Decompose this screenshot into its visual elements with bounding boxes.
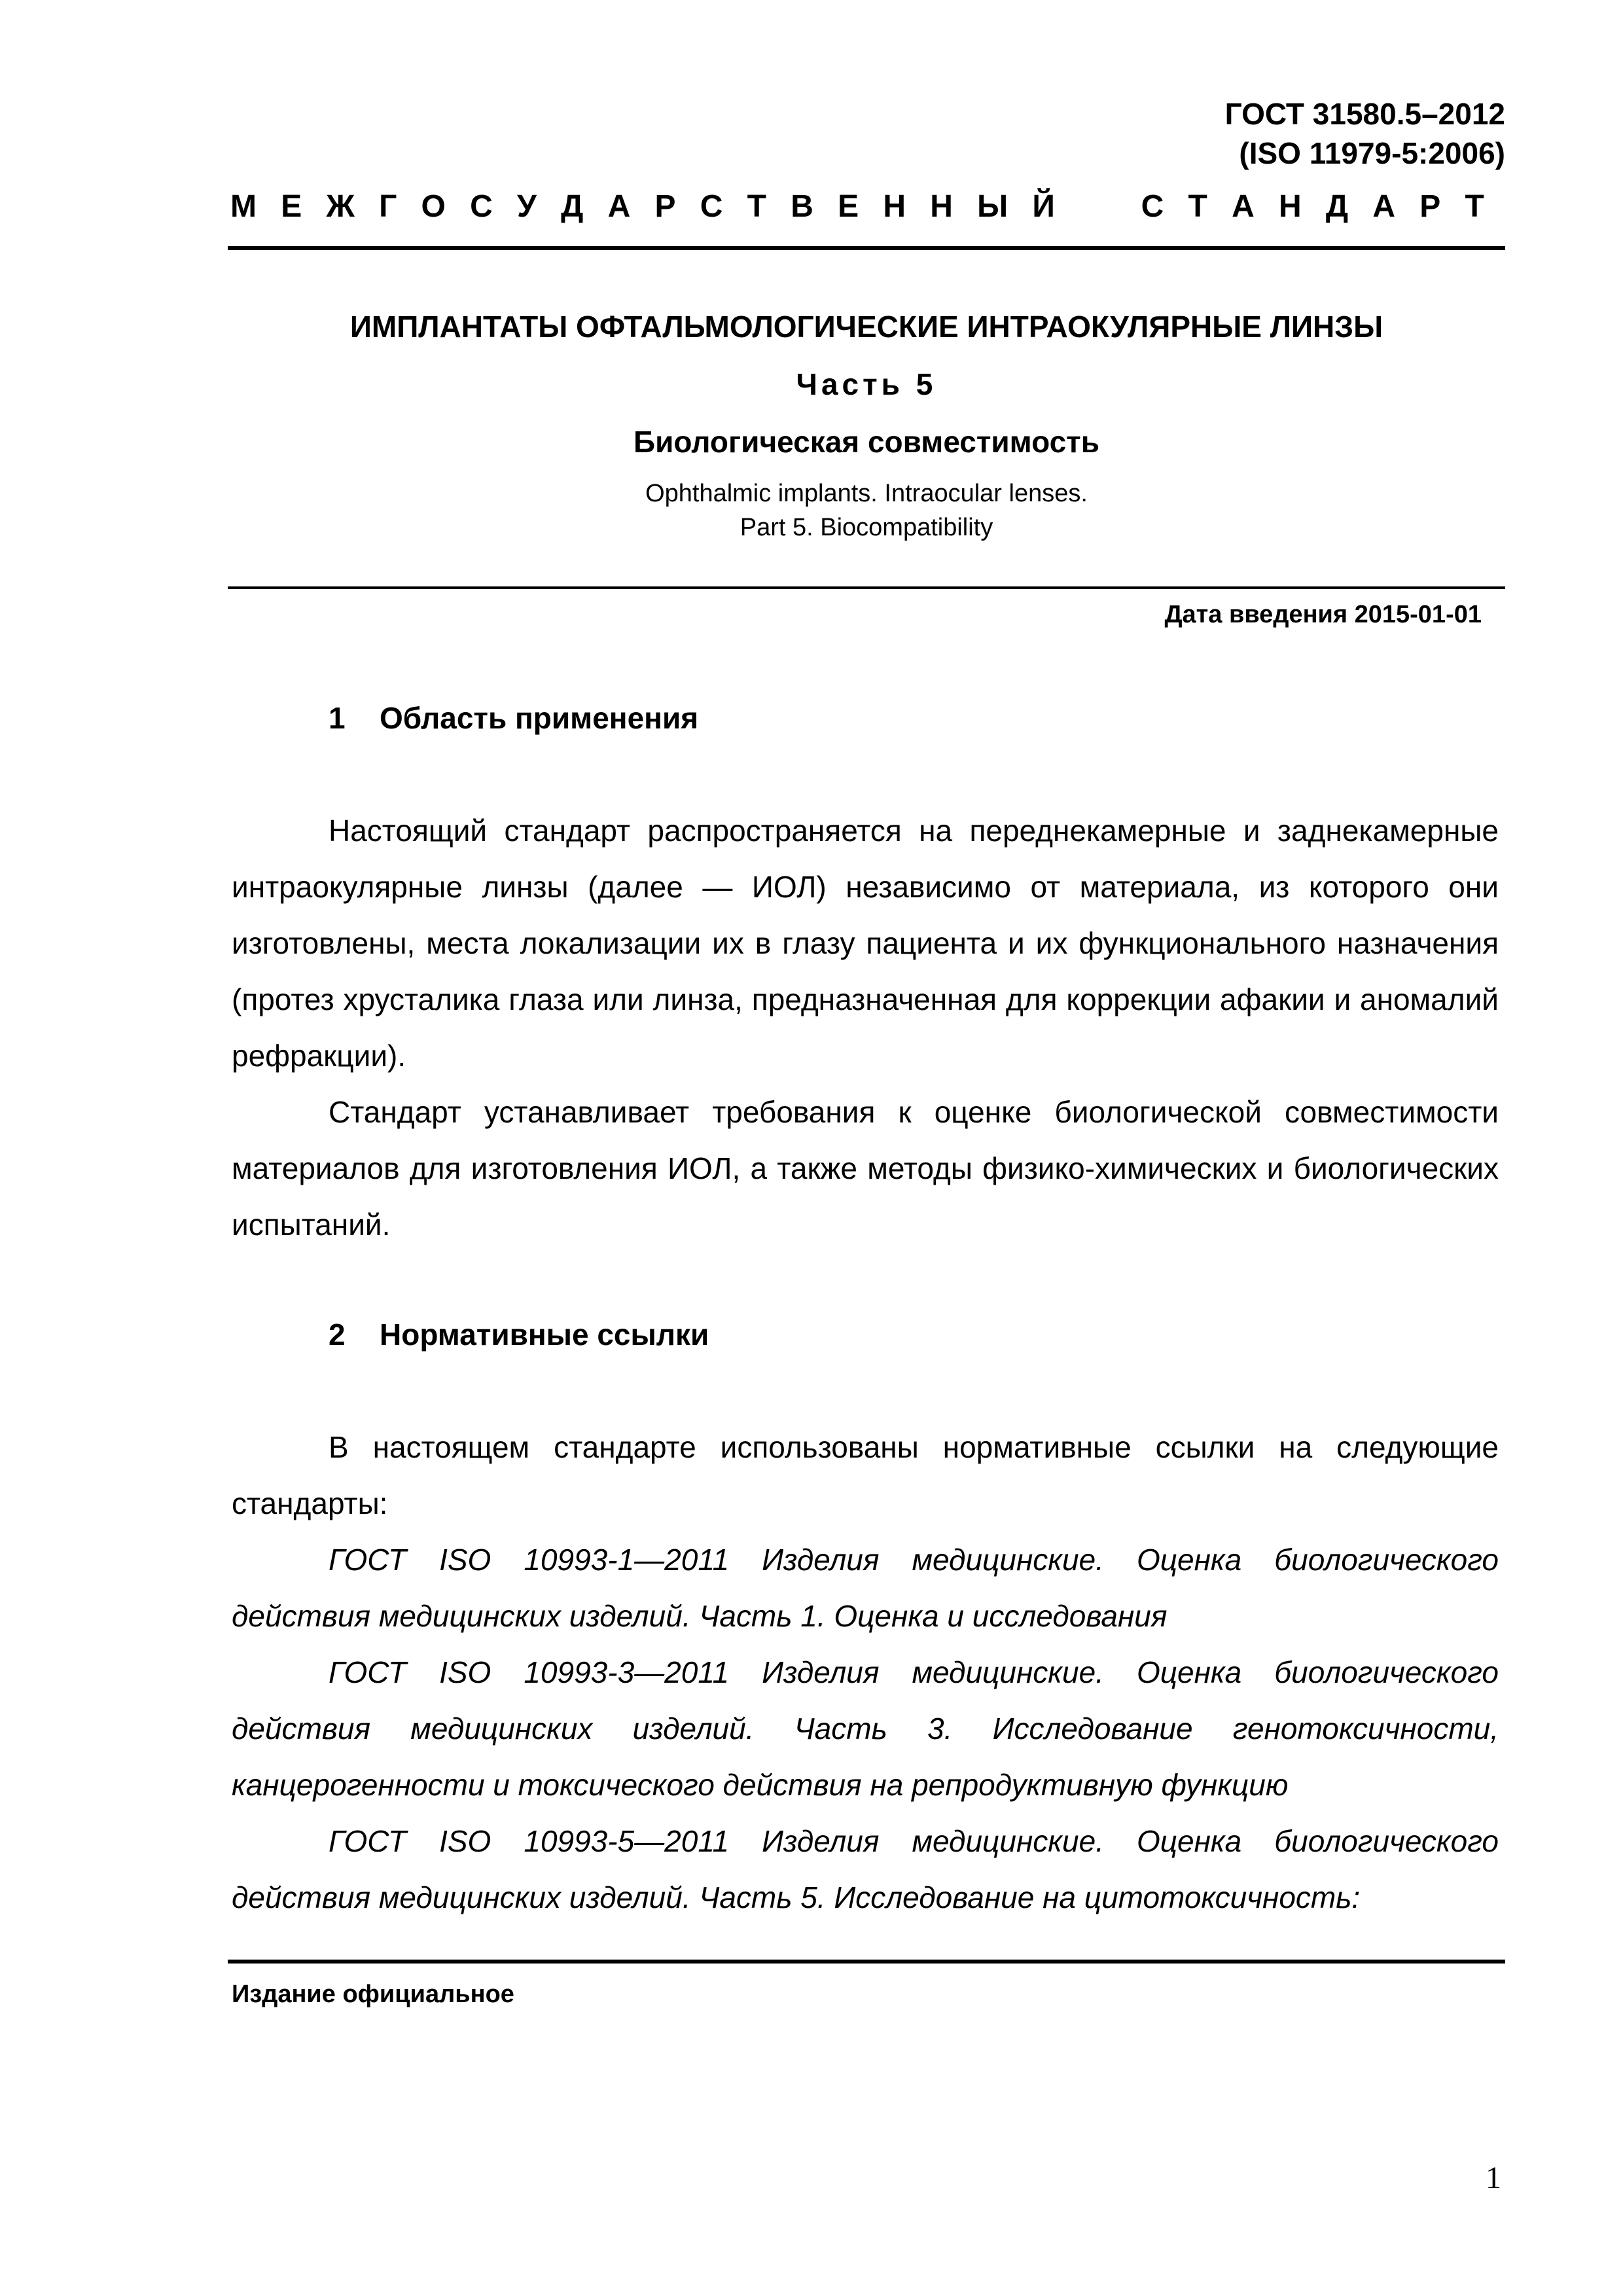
standard-type-letter: У [517,189,537,224]
part-number: Часть 5 [796,367,937,401]
reference-item: ГОСТ ISO 10993-1—2011 Изделия медицинские. Оценка биологического действия медицинских изделий. Часть 1. Оценка и исследования [232,1543,1499,1633]
official-edition-label: Издание официальное [232,1981,514,2008]
standard-type-letter: Р [1419,189,1441,224]
paragraph: Настоящий стандарт распространяется на переднекамерные и заднекамерные интраокулярные линзы (далее — ИОЛ) независимо от материала, из которого они изготовлены, места локализации их в глазу пациента и их функционального назначения (протез хрусталика глаза или линза, предназначенная для коррекции афакии и аномалий рефракции). [232,814,1499,1073]
standard-type-letter: С [1141,189,1164,224]
standard-type-letter: М [230,189,257,224]
standard-type-letter: Р [654,189,676,224]
document-subtitle: Биологическая совместимость [633,425,1099,459]
standard-type-letter: Г [379,189,397,224]
standard-type-letter: О [421,189,446,224]
standard-type-letter: Ж [326,189,355,224]
standard-type-letter: Ы [977,189,1008,224]
standard-type-letter: Н [930,189,953,224]
header-rule [228,246,1505,250]
english-title-line2: Part 5. Biocompatibility [740,514,993,541]
page-number: 1 [1486,2161,1501,2195]
iso-number: (ISO 11979-5:2006) [1239,136,1505,170]
standard-type-letter: А [1232,189,1255,224]
standard-type-letter: Т [747,189,766,224]
standard-type-letter: С [700,189,723,224]
section-number: 2 [329,1318,346,1352]
reference-item: ГОСТ ISO 10993-3—2011 Изделия медицинские. Оценка биологического действия медицинских изделий. Часть 3. Исследование генотоксичности, канцерогенности и токсического действия на репродуктивную функцию [232,1655,1499,1802]
standard-type-letter [1079,188,1086,224]
introduction-date: Дата введения 2015-01-01 [1164,601,1482,628]
standard-type-letter: Т [1465,189,1484,224]
section-heading-references [329,1317,709,1352]
standard-type-letter: Е [281,189,302,224]
section-title: Нормативные ссылки [380,1318,709,1352]
english-title-line1: Ophthalmic implants. Intraocular lenses. [645,480,1088,507]
footer-rule [228,1960,1505,1964]
standard-type-line [230,188,1484,224]
gost-number: ГОСТ 31580.5–2012 [1224,97,1505,131]
section-number: 1 [329,701,346,735]
standard-type-letter: Н [1278,189,1302,224]
standard-type-letter: Д [1325,189,1349,224]
standard-type-letter: Н [883,189,906,224]
standard-type-letter: С [470,189,493,224]
standard-type-letter: А [1372,189,1395,224]
section-heading-scope [329,700,698,736]
standard-type-letter: А [607,189,631,224]
reference-item: ГОСТ ISO 10993-5—2011 Изделия медицинские. Оценка биологического действия медицинских изделий. Часть 5. Исследование на цитотоксичность: [232,1824,1499,1914]
standard-type-letter: Т [1188,189,1207,224]
document-title: ИМПЛАНТАТЫ ОФТАЛЬМОЛОГИЧЕСКИЕ ИНТРАОКУЛЯРНЫЕ ЛИНЗЫ [349,310,1383,344]
paragraph: Стандарт устанавливает требования к оценке биологической совместимости материалов для изготовления ИОЛ, а также методы физико-химических и биологических испытаний. [232,1095,1499,1242]
standard-type-letter [1110,188,1116,224]
standard-type-letter: В [791,189,813,224]
title-rule [228,586,1505,589]
standard-type-letter: Й [1032,189,1055,224]
standard-type-letter: Д [561,189,584,224]
paragraph: В настоящем стандарте использованы нормативные ссылки на следующие стандарты: [232,1430,1499,1520]
section-title: Область применения [380,701,699,735]
standard-type-letter: Е [838,189,859,224]
